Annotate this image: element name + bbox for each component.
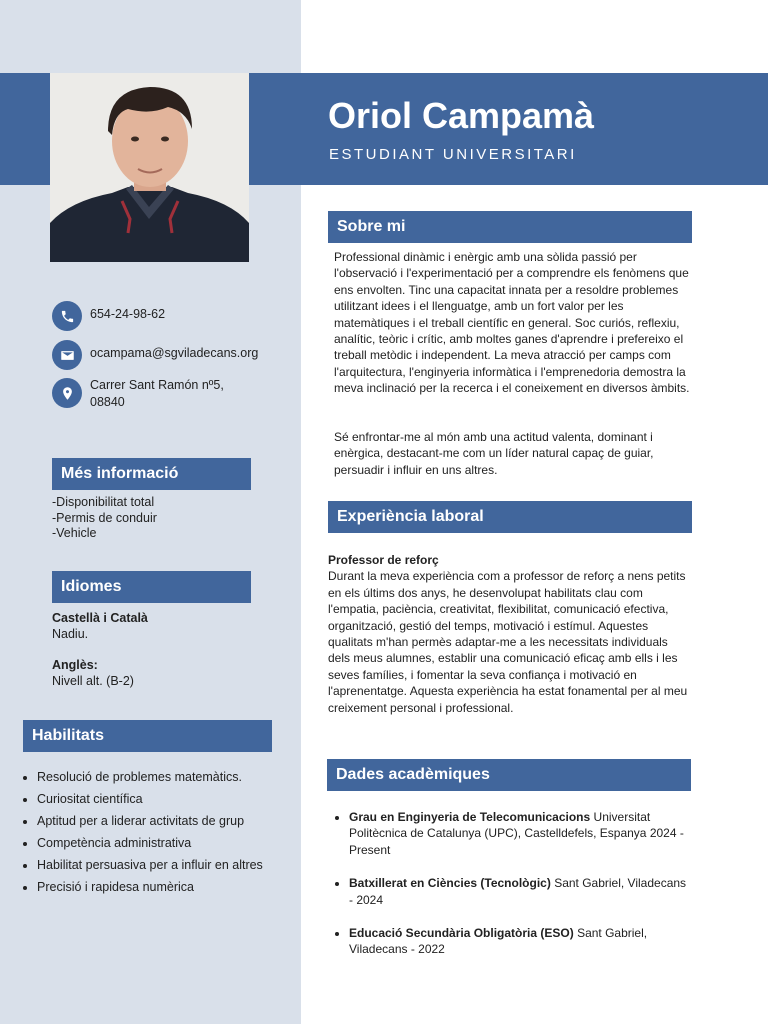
skill-item: • Curiositat científica — [37, 788, 263, 810]
education-item — [349, 875, 689, 908]
candidate-name: Oriol Campamà — [328, 95, 595, 136]
job-description: Durant la meva experiència com a professor de reforç a nens petits en els últims dos anys, he desenvolupat habilitats clau com l'empatia, paciència, creativitat, flexibilitat, comunicació efectiva, organització, gestió del temps, motivació i estímul. Aquestes qualitats m'han permès adaptar-me a les necessitats individuals dels meus alumnes, establir una comunicació eficaç amb ells i les seves famílies, i fomentar la seva confiança i motivació en l'aprenentatge. Aquesta experiència ha estat fonamental per al meu creixement personal i professional. — [328, 569, 688, 715]
degree-name: Grau en Enginyeria de Telecomunicacions — [349, 810, 591, 824]
job-title: Professor de reforç — [328, 553, 439, 567]
language-item — [52, 611, 148, 642]
language-level: Nivell alt. (B-2) — [52, 673, 134, 688]
experience-entry — [328, 552, 688, 716]
phone-number: 654-24-98-62 — [90, 307, 166, 321]
about-title: Sobre mi — [328, 211, 692, 243]
degree-name: Batxillerat en Ciències (Tecnològic) — [349, 876, 551, 891]
skill-item: • Habilitat persuasiva per a influir en altres — [37, 854, 263, 876]
address-line-1: Carrer Sant Ramón nº5, — [90, 378, 224, 392]
more-info-line: -Vehicle — [52, 526, 97, 540]
skill-item: • Competència administrativa — [37, 832, 263, 854]
language-name: Anglès: — [52, 658, 98, 672]
language-level: Nadiu. — [52, 626, 89, 641]
profile-photo — [50, 73, 249, 262]
more-info-line: -Disponibilitat total — [52, 495, 155, 509]
degree-name: Educació Secundària Obligatòria (ESO) — [349, 926, 574, 941]
candidate-role: ESTUDIANT UNIVERSITARI — [329, 146, 577, 163]
portrait-illustration — [50, 73, 249, 262]
email-icon — [52, 340, 82, 370]
skills-title: Habilitats — [23, 720, 272, 752]
email-address: ocampama@sgviladecans.org — [90, 346, 259, 360]
language-item — [52, 658, 134, 689]
education-item — [349, 809, 689, 858]
skill-item: • Aptitud per a liderar activitats de grup — [37, 810, 263, 832]
phone-icon — [52, 301, 82, 331]
address-line-2: 08840 — [90, 395, 125, 409]
education-item — [349, 925, 689, 958]
about-paragraph-2: Sé enfrontar-me al món amb una actitud valenta, dominant i enèrgica, destacant-me com un líder natural capaç de guiar, persuadir i influir en uns altres. — [334, 430, 654, 477]
education-title: Dades acadèmiques — [327, 759, 691, 791]
more-info-line: -Permis de conduir — [52, 510, 157, 525]
experience-title: Experiència laboral — [328, 501, 692, 533]
location-icon — [52, 378, 82, 408]
skill-item: • Precisió i rapidesa numèrica — [37, 876, 263, 898]
more-info-list — [52, 495, 157, 542]
languages-title: Idiomes — [52, 571, 251, 603]
degree-detail: Sant Gabriel, Viladecans - 2022 — [349, 926, 648, 957]
education-list — [334, 809, 689, 975]
skills-list — [22, 766, 263, 898]
language-name: Castellà i Català — [52, 611, 148, 625]
skill-item: • Resolució de problemes matemàtics. — [37, 766, 263, 788]
about-paragraph-1: Professional dinàmic i enèrgic amb una sòlida passió per l'observació i l'experimentació per a comprendre els fenòmens que ens envolten. Tinc una capacitat innata per a resoldre problemes utilitzant idees i el llenguatge, amb un fort valor per les matemàtiques i el treball científic en general. Soc curiós, reflexiu, analític, teòric i crític, amb moltes ganes d'aprendre i prefereixo el treball metòdic i independent. La meva atracció per camps com l'arquitectura, l'enginyeria informàtica i l'emprenedoria demostra la meva inclinació per la recerca i el coneixement en diversos àmbits. — [334, 250, 690, 396]
degree-detail: Universitat Politècnica de Catalunya (UPC), Castelldefels, Espanya 2024 - Present — [349, 810, 684, 857]
degree-detail: Sant Gabriel, Viladecans - 2024 — [349, 876, 687, 907]
more-info-title: Més informació — [52, 458, 251, 490]
address — [90, 377, 224, 411]
